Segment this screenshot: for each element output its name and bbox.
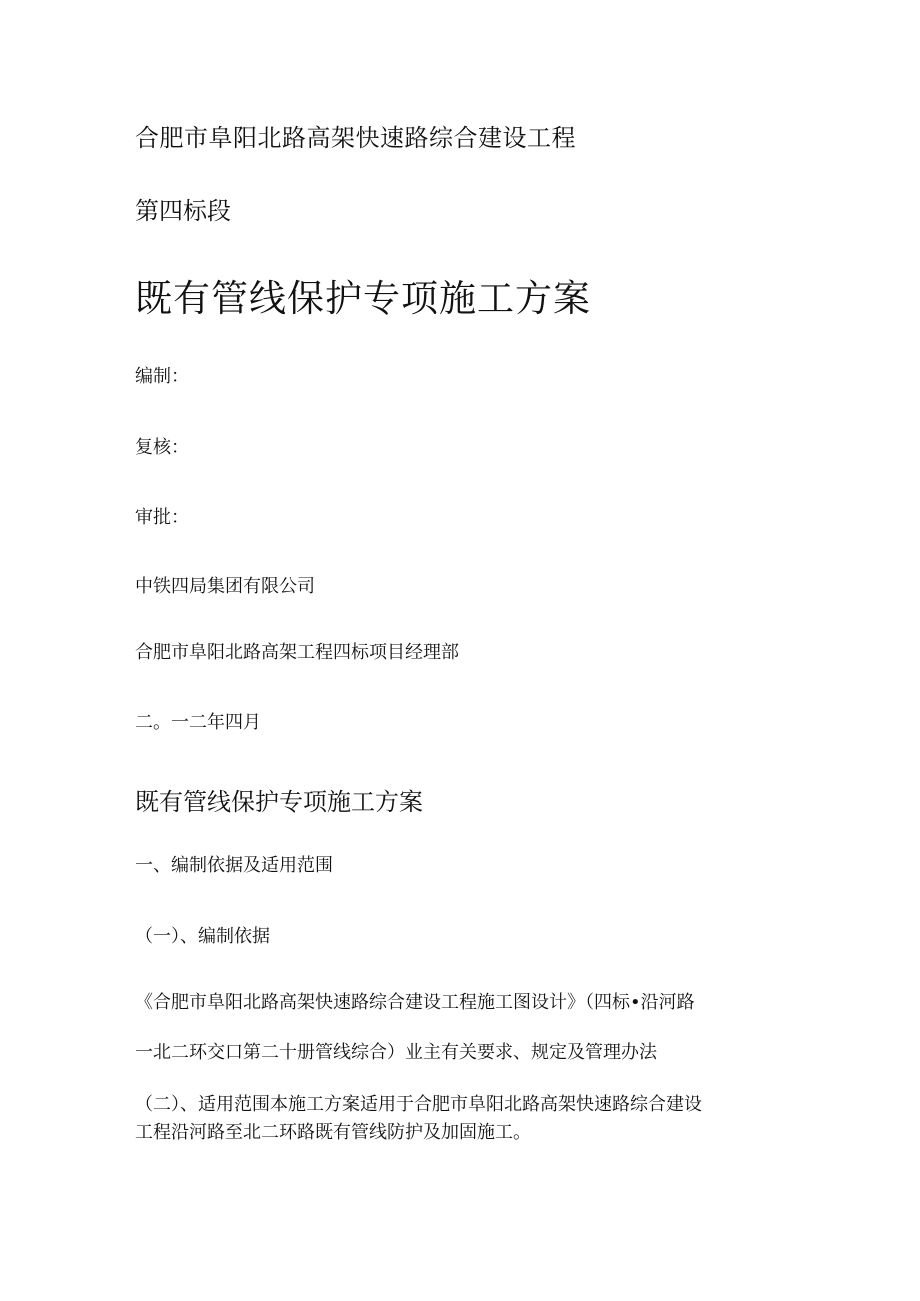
scope-paragraph-line-2: 工程沿河路至北二环路既有管线防护及加固施工。 bbox=[135, 1122, 531, 1143]
prepared-by-label: 编制： bbox=[135, 366, 189, 387]
document-date: 二。一二年四月 bbox=[135, 712, 261, 733]
company-name: 中铁四局集团有限公司 bbox=[135, 576, 315, 597]
section-label: 第四标段 bbox=[135, 197, 231, 225]
department-name: 合肥市阜阳北路高架工程四标项目经理部 bbox=[135, 642, 459, 663]
project-title: 合肥市阜阳北路高架快速路综合建设工程 bbox=[135, 124, 576, 152]
subsection1-heading: （一）、编制依据 bbox=[135, 926, 270, 947]
scope-paragraph-line-1: （二）、适用范围本施工方案适用于合肥市阜阳北路高架快速路综合建设 bbox=[135, 1094, 702, 1115]
basis-paragraph-line-1: 《合肥市阜阳北路高架快速路综合建设工程施工图设计》（四标•沿河路 bbox=[135, 992, 695, 1013]
approved-by-label: 审批： bbox=[135, 507, 189, 528]
basis-paragraph-line-2: 一北二环交口第二十册管线综合）业主有关要求、规定及管理办法 bbox=[135, 1042, 657, 1063]
body-title: 既有管线保护专项施工方案 bbox=[135, 788, 423, 816]
main-title: 既有管线保护专项施工方案 bbox=[135, 277, 591, 320]
section1-heading: 一、编制依据及适用范围 bbox=[135, 855, 333, 876]
reviewed-by-label: 复核： bbox=[135, 437, 189, 458]
